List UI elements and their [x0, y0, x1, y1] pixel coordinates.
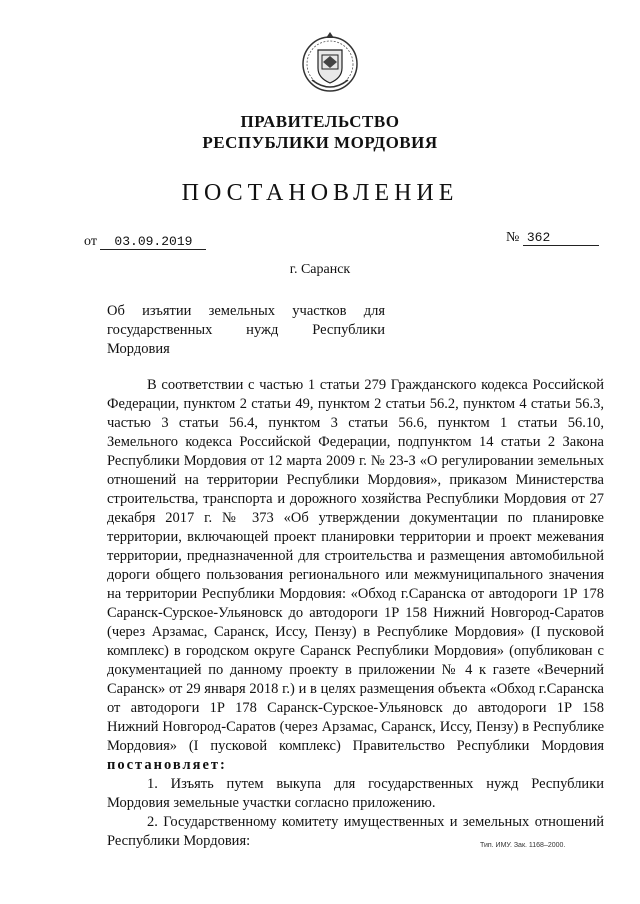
item-2-paragraph: 2. Государственному комитету имущественных и земельных отношений Республики Мордовия: [107, 814, 604, 849]
organization-line-2: РЕСПУБЛИКИ МОРДОВИЯ [202, 133, 438, 152]
issuer-name: Правительство Республики Мордовия [352, 738, 605, 754]
date-prefix: от [84, 234, 97, 249]
item-1-paragraph: 1. Изъять путем выкупа для государственных нужд Республики Мордовия земельные участки согласно приложению. [107, 776, 604, 811]
number-prefix: № [506, 230, 520, 245]
date-value: 03.09.2019 [100, 234, 206, 250]
document-type-title: ПОСТАНОВЛЕНИЕ [181, 180, 459, 206]
city-name: г. Саранск [289, 262, 351, 277]
print-footer: Тип. ИМУ. Зак. 1168–2000. [480, 842, 566, 849]
document-body [107, 376, 604, 851]
number-field [506, 230, 599, 246]
coat-of-arms-emblem [300, 28, 360, 100]
date-field [84, 234, 206, 250]
preamble-text: В соответствии с частью 1 статьи 279 Гражданского кодекса Российской Федерации, пунктом 2 статьи 49, пунктом 2 статьи 56.2, пунктом 4 статьи 56.3, частью 3 статьи 56.4, пунктом 3 статьи 56.6, пунктом 1 статьи 56.10, Земельного кодекса Российской Федерации, подпунктом 14 статьи 2 Закона Республики Мордовия от 12 марта 2009 г. № 23-З «О регулировании земельных отношений на территории Республики Мордовия», приказом Министерства строительства, транспорта и дорожного хозяйства Республики Мордовия от 27 декабря 2017 г. № 373 «Об утверждении документации по планировке территории, включающей проект планировки территории и проект межевания территории, предназначенной для строительства и размещения автомобильной дороги общего пользования регионального или межмуниципального значения на территории Республики Мордовия: «Обход г.Саранска от автодороги 1Р 178 Саранск-Сурское-Ульяновск до автодороги 1Р 158 Нижний Новгород-Саратов (через Арзамас, Саранск, Иссу, Пензу) в Республике Мордовия» (I пусковой комплекс) в городском округе Саранск Республики Мордовия» (опубликован с документацией по данному проекту в приложении № 4 к газете «Вечерний Саранск» от 29 января 2018 г.) и в целях размещения объекта «Обход г.Саранска от автодороги 1Р 178 Саранск-Сурское-Ульяновск до автодороги 1Р 158 Нижний Новгород-Саратов (через Арзамас, Саранск, Иссу, Пензу) в Республике Мордовия» (I пусковой комплекс) [107, 377, 604, 754]
number-value: 362 [523, 230, 599, 246]
organization-line-1: ПРАВИТЕЛЬСТВО [240, 112, 400, 131]
document-subject: Об изъятии земельных участков для государственных нужд Республики Мордовия [107, 303, 385, 357]
preamble-paragraph [107, 376, 604, 775]
decree-word: постановляет: [107, 757, 227, 773]
